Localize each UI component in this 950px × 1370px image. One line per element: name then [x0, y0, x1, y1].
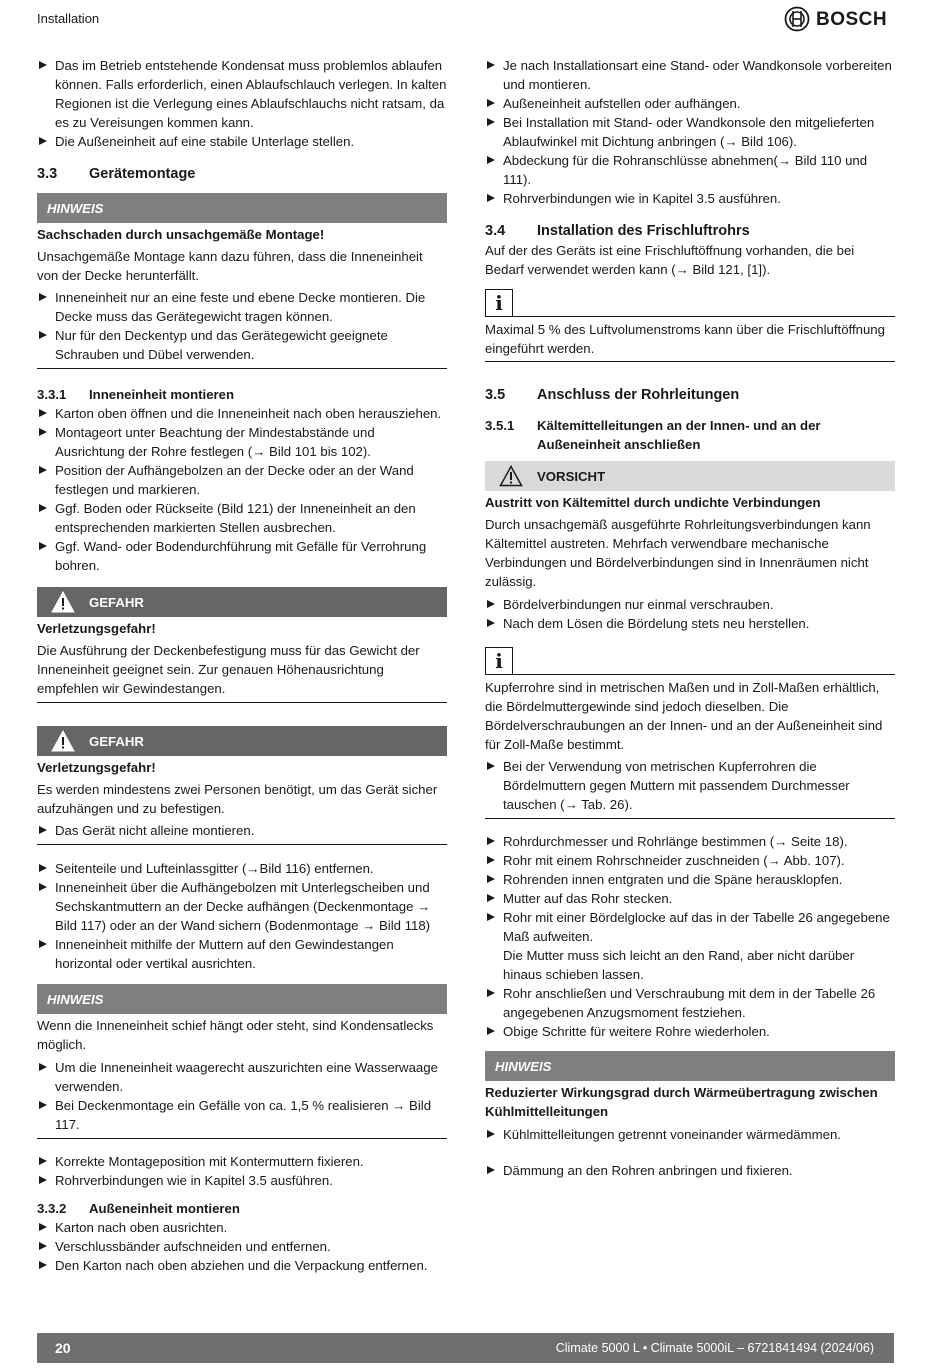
- section-heading-3-3-2: [37, 1199, 447, 1218]
- list-item: Korrekte Montageposition mit Kontermuttern fixieren.: [37, 1152, 447, 1171]
- section-title: Anschluss der Rohrleitungen: [537, 387, 740, 403]
- list-item: Den Karton nach oben abziehen und die Verpackung entfernen.: [37, 1256, 447, 1275]
- section-title: Gerätemontage: [89, 166, 196, 182]
- document-info: Climate 5000 L • Climate 5000iL – 6721841494 (2024/06): [555, 1340, 874, 1355]
- info-divider: [513, 316, 895, 317]
- notice-bullet-list: [37, 821, 447, 845]
- info-icon: i: [485, 289, 513, 317]
- hinweis-notice: [485, 1051, 895, 1144]
- list-item: Bördelverbindungen nur einmal verschrauben.: [485, 595, 895, 614]
- left-column: [37, 56, 447, 1275]
- mount-indoor-bullet-list: [37, 404, 447, 575]
- hinweis-notice: [37, 193, 447, 369]
- list-item: Bei der Verwendung von metrischen Kupferrohren die Bördelmuttern gegen Muttern mit passendem Durchmesser tauschen (→ Tab. 26).: [485, 757, 895, 814]
- section-heading-3-4: [485, 222, 895, 241]
- list-item: Die Außeneinheit auf eine stabile Unterlage stellen.: [37, 132, 447, 151]
- list-item: Obige Schritte für weitere Rohre wiederholen.: [485, 1022, 895, 1041]
- list-item: Je nach Installationsart eine Stand- oder Wandkonsole vorbereiten und montieren.: [485, 56, 895, 94]
- flare-steps-list: [485, 832, 895, 1041]
- notice-heading: Verletzungsgefahr!: [37, 621, 156, 636]
- section-number: 3.4: [485, 223, 506, 239]
- notice-text: Kupferrohre sind in metrischen Maßen und in Zoll-Maßen erhältlich, die Bördelmuttergewinde sind jedoch dieselben. Die Bördelverschraubungen an der Innen- und an der Außeneinheit sind für Zoll-Maße bestimmt.: [485, 680, 883, 752]
- notice-bullet-list: [485, 1125, 895, 1144]
- notice-heading: Sachschaden durch unsachgemäße Montage!: [37, 227, 325, 242]
- list-item: Rohr anschließen und Verschraubung mit dem in der Tabelle 26 angegebenen Anzugsmoment festziehen.: [485, 984, 895, 1022]
- page-footer: [37, 1333, 894, 1363]
- list-item: Ggf. Boden oder Rückseite (Bild 121) der Inneneinheit an den entsprechenden markierten Stellen ausbrechen.: [37, 499, 447, 537]
- section-title: Inneneinheit montieren: [89, 387, 235, 402]
- notice-bullet-list: [37, 288, 447, 369]
- notice-heading: Verletzungsgefahr!: [37, 760, 156, 775]
- list-item: Kühlmittelleitungen getrennt voneinander wärmedämmen.: [485, 1125, 895, 1144]
- list-item: Bei Installation mit Stand- oder Wandkonsole den mitgelieferten Ablaufwinkel mit Dichtung anbringen (→ Bild 106).: [485, 113, 895, 151]
- warning-triangle-icon: [485, 465, 537, 487]
- section-number: 3.3: [37, 166, 58, 182]
- notice-heading: Austritt von Kältemittel durch undichte Verbindungen: [485, 495, 821, 510]
- list-item: Position der Aufhängebolzen an der Decke oder an der Wand festlegen und markieren.: [37, 461, 447, 499]
- list-item: Dämmung an den Rohren anbringen und fixieren.: [485, 1161, 895, 1180]
- hinweis-bar: HINWEIS: [37, 984, 447, 1014]
- list-item: Montageort unter Beachtung der Mindestabstände und Ausrichtung der Rohre festlegen (→ Bild 101 bis 102).: [37, 423, 447, 461]
- insulation-bullet-list: [485, 1161, 895, 1180]
- list-item: Das im Betrieb entstehende Kondensat muss problemlos ablaufen können. Falls erforderlich, einen Ablaufschlauch verlegen. In kalten Regionen ist die Verlegung eines Ablaufschlauchs nicht ratsam, da es zu Vereisungen kommen kann.: [37, 56, 447, 132]
- section-heading-3-5: [485, 386, 895, 405]
- bosch-armature-icon: [784, 6, 810, 32]
- notice-text: Unsachgemäße Montage kann dazu führen, dass die Inneneinheit von der Decke herunterfällt.: [37, 249, 423, 283]
- section-number: 3.3.1: [37, 387, 67, 402]
- notice-bullet-list: [485, 595, 895, 633]
- section-title: Installation des Frischluftrohrs: [537, 223, 750, 239]
- intro-bullet-list: [37, 56, 447, 151]
- list-item: Ggf. Wand- oder Bodendurchführung mit Gefälle für Verrohrung bohren.: [37, 537, 447, 575]
- list-item: Inneneinheit mithilfe der Muttern auf den Gewindestangen horizontal oder vertikal ausrichten.: [37, 935, 447, 973]
- list-item: Mutter auf das Rohr stecken.: [485, 889, 895, 908]
- section-number: 3.5.1: [485, 418, 515, 433]
- info-notice: [485, 289, 895, 362]
- list-item: Verschlussbänder aufschneiden und entfernen.: [37, 1237, 447, 1256]
- section-heading-3-3: [37, 165, 447, 184]
- list-item: Nur für den Deckentyp und das Gerätegewicht geeignete Schrauben und Dübel verwenden.: [37, 326, 447, 364]
- list-item: Karton oben öffnen und die Inneneinheit nach oben herausziehen.: [37, 404, 447, 423]
- notice-bullet-list: [37, 1058, 447, 1139]
- section-heading-3-5-1: [485, 416, 895, 454]
- vorsicht-notice: [485, 461, 895, 633]
- list-item: Das Gerät nicht alleine montieren.: [37, 821, 447, 840]
- right-column: [485, 56, 895, 1180]
- gefahr-bar: [37, 726, 447, 756]
- fix-position-bullet-list: [37, 1152, 447, 1190]
- list-item: Seitenteile und Lufteinlassgitter (→Bild 116) entfernen.: [37, 859, 447, 878]
- gefahr-notice: [37, 726, 447, 845]
- list-item: Inneneinheit nur an eine feste und ebene Decke montieren. Die Decke muss das Gerätegewicht tragen können.: [37, 288, 447, 326]
- notice-text: Wenn die Inneneinheit schief hängt oder steht, sind Kondensatlecks möglich.: [37, 1018, 434, 1052]
- info-divider: [513, 674, 895, 675]
- gefahr-label: GEFAHR: [89, 733, 144, 749]
- notice-text: Es werden mindestens zwei Personen benötigt, um das Gerät sicher aufzuhängen und zu befestigen.: [37, 782, 438, 816]
- section-number: 3.5: [485, 387, 506, 403]
- mount-outdoor-bullet-list: [37, 1218, 447, 1275]
- warning-triangle-icon: [37, 591, 89, 613]
- gefahr-notice: [37, 587, 447, 703]
- list-item: Karton nach oben ausrichten.: [37, 1218, 447, 1237]
- notice-text: Maximal 5 % des Luftvolumenstroms kann über die Frischluftöffnung eingeführt werden.: [485, 320, 895, 362]
- list-item: Rohrverbindungen wie in Kapitel 3.5 ausführen.: [485, 189, 895, 208]
- vorsicht-label: VORSICHT: [537, 468, 606, 484]
- list-item: Rohrdurchmesser und Rohrlänge bestimmen (→ Seite 18).: [485, 832, 895, 851]
- list-item: Bei Deckenmontage ein Gefälle von ca. 1,5 % realisieren → Bild 117.: [37, 1096, 447, 1134]
- info-header: [485, 647, 895, 675]
- list-item: Inneneinheit über die Aufhängebolzen mit Unterlegscheiben und Sechskantmuttern an der Decke aufhängen (Deckenmontage → Bild 117) oder an der Wand sichern (Bodenmontage → Bild 118): [37, 878, 447, 935]
- section-heading-3-3-1: [37, 385, 447, 404]
- notice-text: Die Ausführung der Deckenbefestigung muss für das Gewicht der Inneneinheit geeignet sein. Zur genauen Höhenausrichtung empfehlen wir Gewindestangen.: [37, 641, 447, 703]
- notice-bullet-list: [485, 757, 895, 819]
- list-item: Abdeckung für die Rohranschlüsse abnehmen(→ Bild 110 und 111).: [485, 151, 895, 189]
- page-number: 20: [55, 1339, 71, 1356]
- section-title: Kältemittelleitungen an der Innen- und an der Außeneinheit anschließen: [537, 418, 821, 452]
- warning-triangle-icon: [37, 730, 89, 752]
- section-title: Außeneinheit montieren: [89, 1201, 240, 1216]
- hang-unit-bullet-list: [37, 859, 447, 973]
- console-bullet-list: [485, 56, 895, 208]
- hinweis-notice: [37, 984, 447, 1139]
- list-item: Außeneinheit aufstellen oder aufhängen.: [485, 94, 895, 113]
- step-text: Rohr mit einer Bördelglocke auf das in der Tabelle 26 angegebene Maß aufweiten.: [503, 910, 890, 944]
- vorsicht-bar: [485, 461, 895, 491]
- brand-name: BOSCH: [816, 8, 888, 30]
- brand-logo: [784, 6, 887, 32]
- section-title: Installation: [37, 11, 100, 26]
- section-number: 3.3.2: [37, 1201, 67, 1216]
- gefahr-bar: [37, 587, 447, 617]
- list-item: Nach dem Lösen die Bördelung stets neu herstellen.: [485, 614, 895, 633]
- list-item: Rohrverbindungen wie in Kapitel 3.5 ausführen.: [37, 1171, 447, 1190]
- list-item: [485, 908, 895, 984]
- notice-heading: Reduzierter Wirkungsgrad durch Wärmeübertragung zwischen Kühlmittelleitungen: [485, 1085, 878, 1119]
- list-item: Rohr mit einem Rohrschneider zuschneiden (→ Abb. 107).: [485, 851, 895, 870]
- gefahr-label: GEFAHR: [89, 594, 144, 610]
- hinweis-bar: HINWEIS: [485, 1051, 895, 1081]
- step-subtext: Die Mutter muss sich leicht an den Rand, aber nicht darüber hinaus schieben lassen.: [503, 948, 855, 982]
- notice-text: Durch unsachgemäß ausgeführte Rohrleitungsverbindungen kann Kältemittel austreten. Mehrfach verwendbare mechanische Verbindungen und Bördelverbindungen sind in Innenräumen nicht zulässig.: [485, 517, 871, 589]
- list-item: Um die Inneneinheit waagerecht auszurichten eine Wasserwaage verwenden.: [37, 1058, 447, 1096]
- section-text: Auf der des Geräts ist eine Frischluftöffnung vorhanden, die bei Bedarf verwendet werden kann (→ Bild 121, [1]).: [485, 243, 855, 277]
- list-item: Rohrenden innen entgraten und die Späne herausklopfen.: [485, 870, 895, 889]
- hinweis-bar: HINWEIS: [37, 193, 447, 223]
- info-icon: i: [485, 647, 513, 675]
- info-notice: [485, 647, 895, 819]
- info-header: [485, 289, 895, 317]
